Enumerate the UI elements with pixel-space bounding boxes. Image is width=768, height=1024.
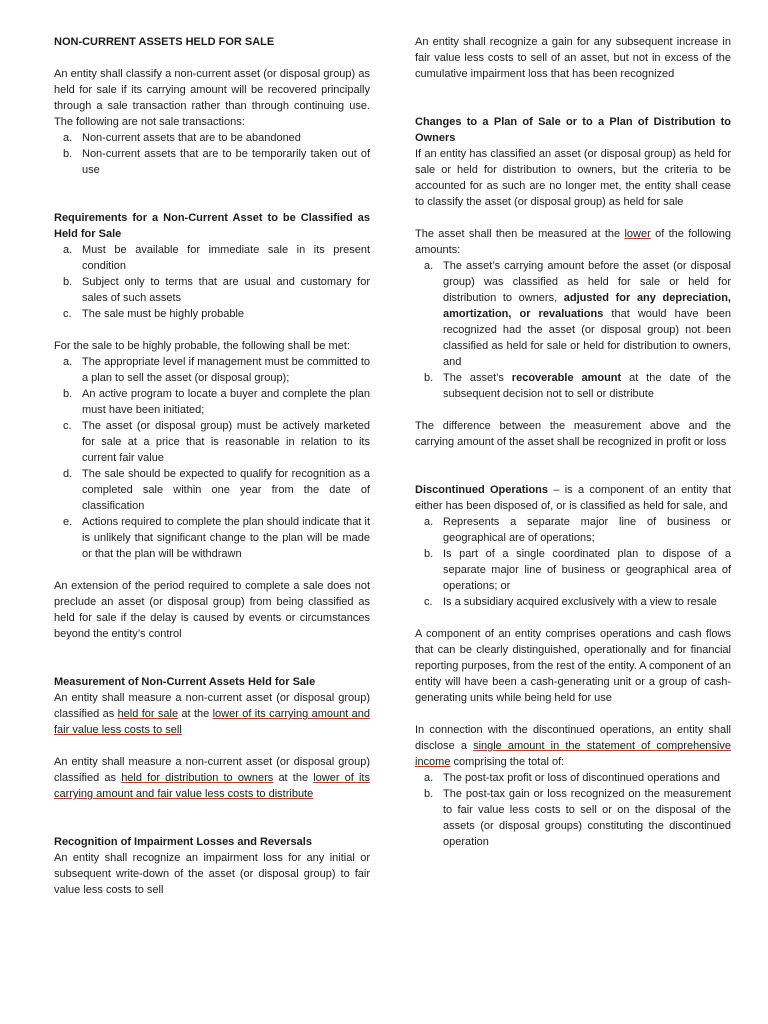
section-heading-requirements: Requirements for a Non-Current Asset to be Classified as Held for Sale xyxy=(54,212,370,240)
list-item: a. The post-tax profit or loss of discontinued operations and xyxy=(424,772,720,784)
section-heading-impairment: Recognition of Impairment Losses and Reversals xyxy=(54,836,312,848)
paragraph-highly-probable: For the sale to be highly probable, the following shall be met: xyxy=(54,340,350,352)
list-not-sale-transactions xyxy=(54,130,370,178)
paragraph-gain-recognition: An entity shall recognize a gain for any subsequent increase in fair value less costs to sell of an asset, but not in excess of the cumulative impairment loss that has been recognized xyxy=(415,36,731,80)
list-requirements xyxy=(54,242,370,322)
section-heading-discontinued-operations: Discontinued Operations xyxy=(415,484,549,496)
section-heading-measurement: Measurement of Non-Current Assets Held for Sale xyxy=(54,676,316,688)
list-item: d. The sale should be expected to qualify for recognition as a completed sale within one year from the date of classification xyxy=(63,468,370,512)
list-item: b. An active program to locate a buyer and complete the plan must have been initiated; xyxy=(63,388,370,416)
right-column xyxy=(415,34,731,850)
paragraph-cease-classify: If an entity has classified an asset (or disposal group) as held for sale or held for distribution to owners, but the criteria to be accounted for as such are no longer met, the entity shall cease to classify the asset (or disposal group) as held for sale xyxy=(415,148,731,208)
paragraph-discontinued-operations: Discontinued Operations – is a component of an entity that either has been disposed of, or is classified as held for sale, and xyxy=(415,484,731,512)
paragraph-measure-held-for-distribution: An entity shall measure a non-current asset (or disposal group) classified as held for distribution to owners at the lower of its carrying amount and fair value less costs to distribute xyxy=(54,756,370,800)
list-item: a. The appropriate level if management must be committed to a plan to sell the asset (or disposal group); xyxy=(63,356,370,384)
list-item: b. Is part of a single coordinated plan to dispose of a separate major line of business or geographical area of operations; or xyxy=(424,548,731,592)
paragraph-disclosure: In connection with the discontinued operations, an entity shall disclose a single amount in the statement of comprehensive income comprising the total of: xyxy=(415,724,731,768)
list-item: a. The asset’s carrying amount before the asset (or disposal group) was classified as held for sale or held for distribution to owners, adjusted for any depreciation, amortization, or revaluations that would have been recognized had the asset (or disposal group) not been classified as held for sale or held for distribution to owners, and xyxy=(424,260,731,368)
paragraph-measured-at-lower: The asset shall then be measured at the lower of the following amounts: xyxy=(415,228,731,256)
list-item: e. Actions required to complete the plan should indicate that it is unlikely that significant change to the plan will be made or that the plan will be withdrawn xyxy=(63,516,371,560)
list-item: c. The sale must be highly probable xyxy=(63,308,245,320)
paragraph-impairment: An entity shall recognize an impairment loss for any initial or subsequent write-down of the asset (or disposal group) to fair value less costs to sell xyxy=(54,852,370,896)
section-heading-changes-to-plan: Changes to a Plan of Sale or to a Plan of Distribution to Owners xyxy=(415,116,731,144)
list-item: a. Non-current assets that are to be abandoned xyxy=(63,132,301,144)
list-item: b. Subject only to terms that are usual and customary for sales of such assets xyxy=(63,276,370,304)
list-item: a. Must be available for immediate sale in its present condition xyxy=(63,244,370,272)
list-discontinued-criteria xyxy=(415,514,731,610)
list-disclosure-items xyxy=(415,770,731,850)
list-highly-probable-criteria xyxy=(54,354,370,562)
left-column xyxy=(54,34,370,898)
list-item: a. Represents a separate major line of business or geographical are of operations; xyxy=(424,516,731,544)
paragraph-component: A component of an entity comprises operations and cash flows that can be clearly distinguished, operationally and for financial reporting purposes, from the rest of the entity. A component of an entity will have been a cash-generating unit or a group of cash-generating units while being held for use xyxy=(415,628,731,704)
list-item: b. Non-current assets that are to be temporarily taken out of use xyxy=(63,148,370,176)
paragraph-measure-held-for-sale: An entity shall measure a non-current asset (or disposal group) classified as held for sale at the lower of its carrying amount and fair value less costs to sell xyxy=(54,692,370,736)
section-heading-held-for-sale: NON-CURRENT ASSETS HELD FOR SALE xyxy=(54,36,275,48)
list-lower-of-amounts xyxy=(415,258,731,402)
paragraph-classification: An entity shall classify a non-current asset (or disposal group) as held for sale if its carrying amount will be recovered principally through a sale transaction rather than through continuing use. The following are not sale transactions: xyxy=(54,68,370,128)
list-item: c. Is a subsidiary acquired exclusively with a view to resale xyxy=(424,596,717,608)
paragraph-extension: An extension of the period required to complete a sale does not preclude an asset (or disposal group) from being classified as held for sale if the delay is caused by events or circumstances beyond the entity’s control xyxy=(54,580,370,640)
list-item: b. The post-tax gain or loss recognized on the measurement to fair value less costs to sell or on the disposal of the assets (or disposal groups) constituting the discontinued operation xyxy=(424,788,731,848)
list-item: b. The asset’s recoverable amount at the date of the subsequent decision not to sell or distribute xyxy=(424,372,732,400)
list-item: c. The asset (or disposal group) must be actively marketed for sale at a price that is reasonable in relation to its current fair value xyxy=(63,420,370,464)
paragraph-difference: The difference between the measurement above and the carrying amount of the asset shall be recognized in profit or loss xyxy=(415,420,731,448)
